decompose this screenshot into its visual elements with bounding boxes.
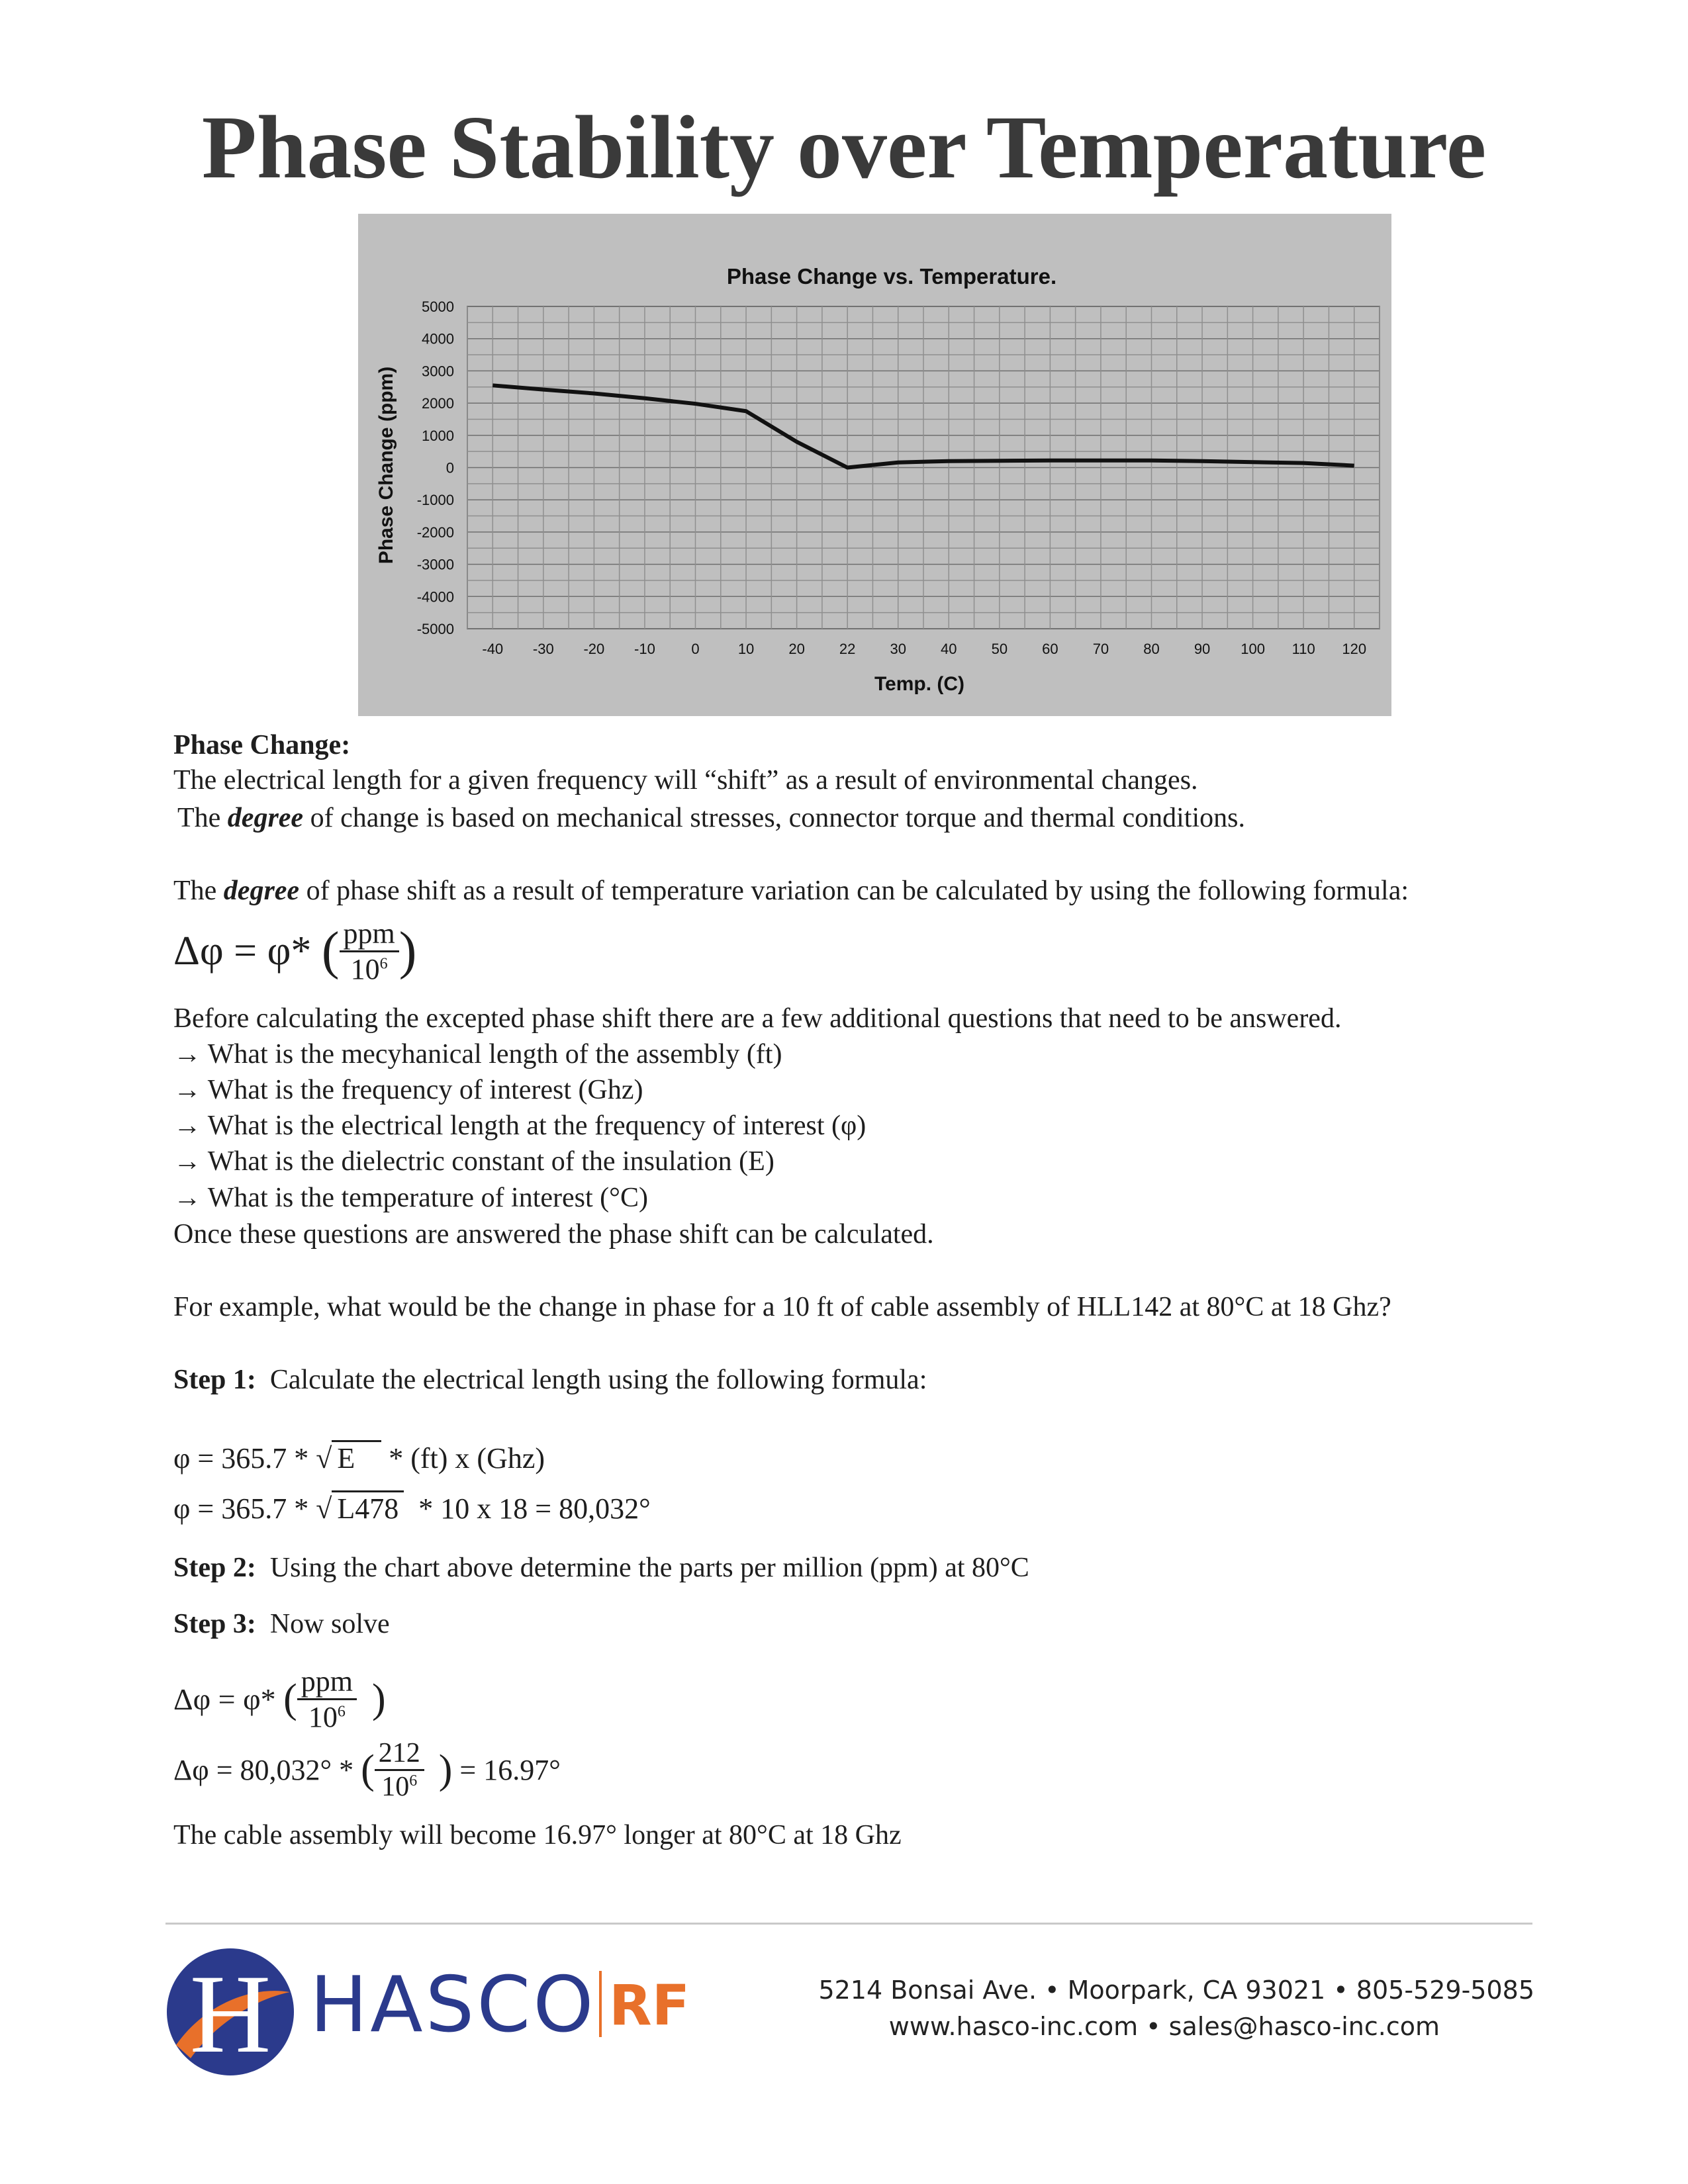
text-run: The [173, 876, 224, 906]
step-3-formula-applied [173, 1737, 561, 1803]
den-base: 10 [308, 1701, 338, 1733]
chart-x-tick-label: -20 [583, 641, 605, 657]
chart-x-tick-label: 10 [737, 641, 755, 657]
chart-x-tick-label: 80 [1143, 641, 1160, 657]
formula-text: * (ft) x (Ghz) [389, 1442, 545, 1475]
hasco-logo-icon [164, 1946, 297, 2078]
paragraph-line-2 [177, 804, 1245, 832]
question-item: → What is the frequency of interest (Ghz) [173, 1075, 643, 1105]
formula-denominator [297, 1700, 357, 1734]
footer-contact: www.hasco-inc.com • sales@hasco-inc.com [888, 2012, 1440, 2041]
chart-x-ticks [482, 641, 1366, 657]
chart-y-tick-label: -5000 [416, 621, 454, 637]
step-1-text: Calculate the electrical length using the following formula: [269, 1365, 927, 1395]
den-base: 10 [350, 953, 380, 985]
formula-text: * 10 x 18 = 80,032° [418, 1492, 651, 1525]
chart-x-tick-label: 50 [991, 641, 1008, 657]
main-formula [173, 917, 416, 986]
emphasis-degree: degree [223, 876, 300, 906]
formula-numerator: 212 [375, 1737, 424, 1771]
logo-separator [599, 1971, 602, 2037]
formula-lhs: Δφ = φ* [173, 929, 312, 974]
hasco-logo-mark [164, 1946, 297, 2078]
paragraph-line-1: The electrical length for a given frequency will “shift” as a result of environmental changes. [173, 765, 1198, 796]
chart-x-tick-label: 20 [788, 641, 805, 657]
chart-x-tick-label: 70 [1092, 641, 1109, 657]
question-item: → What is the electrical length at the frequency of interest (φ) [173, 1111, 867, 1141]
question-item: → What is the temperature of interest (°C) [173, 1183, 648, 1213]
step-1-label: Step 1: [173, 1365, 256, 1395]
step-3-formula-general [173, 1664, 386, 1734]
den-base: 10 [381, 1772, 410, 1802]
step-3-text: Now solve [269, 1609, 390, 1639]
chart-y-tick-label: 2000 [422, 395, 454, 412]
emphasis-degree: degree [227, 803, 304, 833]
text-run: of phase shift as a result of temperature variation can be calculated by using the following formula: [299, 876, 1409, 906]
chart-x-tick-label: 110 [1291, 641, 1315, 657]
formula-result: = 16.97° [459, 1754, 561, 1786]
chart-y-tick-label: -4000 [416, 588, 454, 606]
formula-paren-close: ) [399, 922, 417, 980]
formula-fraction [340, 917, 399, 986]
den-exponent: 6 [409, 1772, 418, 1790]
chart-grid [467, 306, 1380, 629]
chart-y-tick-label: -3000 [416, 556, 454, 573]
text-run: The [177, 803, 228, 833]
logo-letter: H [189, 1952, 271, 2076]
chart-panel [358, 214, 1391, 716]
formula-lhs: Δφ = 80,032° * [173, 1754, 354, 1786]
chart-y-tick-label: 4000 [422, 330, 454, 347]
formula-paren-close: ) [438, 1747, 453, 1792]
chart-x-tick-label: 120 [1342, 641, 1367, 657]
phase-change-chart [358, 214, 1391, 716]
step-3 [173, 1610, 390, 1638]
formula-text: φ = 365.7 * √ [173, 1492, 332, 1525]
step-3-label: Step 3: [173, 1609, 256, 1639]
footer-divider [165, 1923, 1532, 1925]
logo-rf: RF [609, 1973, 690, 2038]
formula-numerator: ppm [297, 1664, 357, 1700]
formula-paren-open: ( [361, 1747, 375, 1792]
chart-x-tick-label: 100 [1241, 641, 1265, 657]
chart-x-tick-label: 90 [1194, 641, 1211, 657]
step-1 [173, 1366, 927, 1394]
step-1-formula-general [173, 1444, 545, 1473]
step-1-formula-applied [173, 1494, 651, 1524]
chart-x-tick-label: -40 [482, 641, 504, 657]
chart-title: Phase Change vs. Temperature. [726, 264, 1057, 289]
chart-y-axis-label: Phase Change (ppm) [375, 366, 397, 565]
step-2-text: Using the chart above determine the parts per million (ppm) at 80°C [269, 1553, 1029, 1583]
chart-x-tick-label: 40 [941, 641, 957, 657]
text-run: of change is based on mechanical stresses, connector torque and thermal conditions. [303, 803, 1245, 833]
page-title: Phase Stability over Temperature [201, 98, 1487, 197]
questions-outro: Once these questions are answered the phase shift can be calculated. [173, 1219, 934, 1250]
logo-wordmark: HASCO [310, 1960, 596, 2050]
formula-denominator [375, 1771, 424, 1803]
chart-y-tick-label: 0 [445, 459, 454, 477]
footer-address: 5214 Bonsai Ave. • Moorpark, CA 93021 • 805-529-5085 [818, 1976, 1534, 2005]
formula-lhs: Δφ = φ* [173, 1682, 276, 1716]
paragraph-line-3 [173, 877, 1409, 905]
radicand: E [332, 1440, 381, 1475]
den-exponent: 6 [337, 1703, 346, 1721]
chart-y-tick-label: -1000 [416, 492, 454, 509]
chart-y-tick-label: 5000 [422, 298, 454, 315]
formula-fraction [375, 1737, 424, 1803]
chart-x-tick-label: 22 [839, 641, 856, 657]
chart-x-tick-label: 0 [691, 641, 700, 657]
formula-paren-close: ) [372, 1676, 386, 1721]
radicand: L478 [332, 1490, 404, 1525]
formula-fraction [297, 1664, 357, 1734]
conclusion: The cable assembly will become 16.97° longer at 80°C at 18 Ghz [173, 1820, 902, 1850]
question-item: → What is the mecyhanical length of the assembly (ft) [173, 1039, 782, 1069]
formula-denominator [340, 952, 399, 986]
chart-y-ticks [417, 298, 454, 637]
den-exponent: 6 [379, 955, 388, 973]
chart-y-tick-label: -2000 [416, 523, 454, 541]
formula-paren-open: ( [283, 1676, 297, 1721]
formula-paren-open: ( [321, 922, 340, 980]
chart-x-tick-label: 60 [1042, 641, 1058, 657]
step-2 [173, 1554, 1029, 1582]
chart-x-tick-label: -10 [634, 641, 655, 657]
chart-x-tick-label: 30 [890, 641, 906, 657]
chart-y-tick-label: 3000 [422, 363, 454, 380]
formula-text: φ = 365.7 * √ [173, 1442, 332, 1475]
section-heading: Phase Change: [173, 730, 351, 760]
formula-numerator: ppm [340, 917, 399, 952]
chart-x-tick-label: -30 [532, 641, 554, 657]
question-item: → What is the dielectric constant of the insulation (E) [173, 1146, 774, 1177]
chart-y-tick-label: 1000 [422, 427, 454, 444]
step-2-label: Step 2: [173, 1553, 256, 1583]
questions-intro: Before calculating the excepted phase shift there are a few additional questions that need to be answered. [173, 1003, 1342, 1034]
chart-x-axis-label: Temp. (C) [874, 673, 965, 695]
example-question: For example, what would be the change in phase for a 10 ft of cable assembly of HLL142 at 80°C at 18 Ghz? [173, 1292, 1391, 1322]
